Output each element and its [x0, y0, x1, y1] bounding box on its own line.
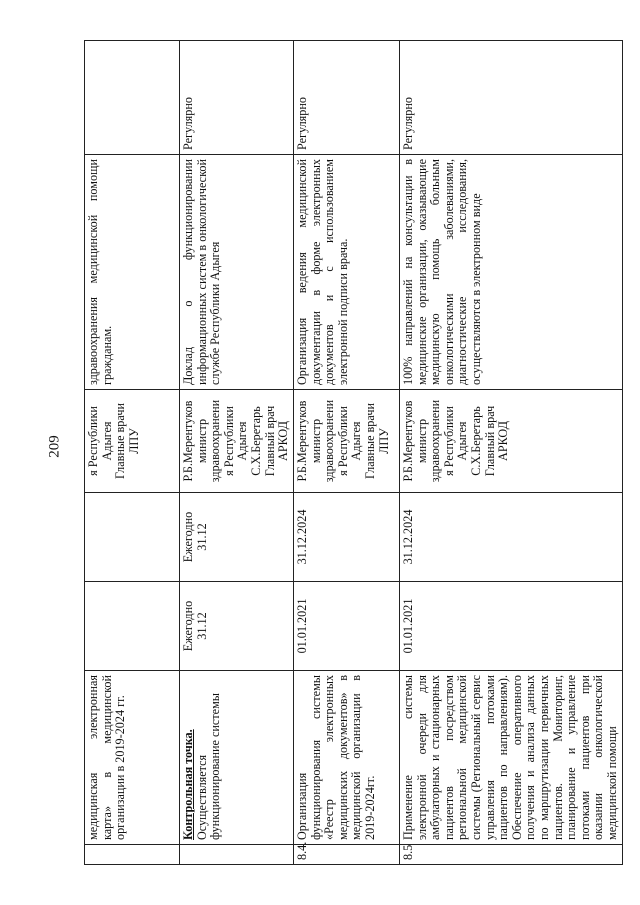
cell-end-date: [85, 493, 180, 582]
cell-number: 8.4.: [294, 845, 400, 865]
responsible-line: Адыгея: [235, 421, 250, 461]
responsible-line: министр: [414, 418, 429, 464]
responsible-line: я Республики: [221, 406, 236, 476]
responsible-line: Р.Б.Мерентуков: [295, 400, 309, 482]
cell-measure-name: [180, 671, 294, 845]
cell-start-date: [85, 582, 180, 671]
responsible-line: ЛПУ: [376, 428, 391, 454]
responsible-line: здравоохранени: [208, 399, 223, 483]
cell-period: Регулярно: [180, 41, 294, 155]
responsible-line: я Республики: [86, 406, 100, 476]
cell-measure-name: медицинская электронная карта» в медицинской организации в 2019-2024 гг.: [85, 671, 180, 845]
cell-responsible: [180, 390, 294, 493]
cell-responsible: [400, 390, 623, 493]
responsible-line: Главный врач: [262, 405, 277, 477]
cell-period: [85, 41, 180, 155]
cell-start-date: 01.01.2021: [294, 582, 400, 671]
responsible-line: АРКОД: [496, 421, 511, 461]
cell-end-date: 31.12.2024: [400, 493, 623, 582]
cell-end-date: Ежегодно 31.12: [180, 493, 294, 582]
cell-number: [180, 845, 294, 865]
responsible-line: С.Х.Беретарь: [468, 406, 483, 476]
control-point-text: Осуществляется функционирование системы: [194, 693, 223, 840]
responsible-line: здравоохранени: [428, 399, 443, 483]
table-row: [85, 41, 180, 865]
table-row: [180, 41, 294, 865]
table-row: [400, 41, 623, 865]
responsible-line: министр: [194, 418, 209, 464]
responsible-line: Р.Б.Мерентуков: [181, 400, 195, 482]
cell-period: Регулярно: [400, 41, 623, 155]
control-point-label: Контрольная точка.: [181, 729, 195, 840]
cell-responsible: [294, 390, 400, 493]
cell-number: 8.5: [400, 845, 623, 865]
landscape-layout: [84, 40, 619, 865]
table-row: [294, 41, 400, 865]
cell-measure-name: Применение системы электронной очереди для амбулаторных и стационарных пациентов посредством региональной медицинской системы (Региональный сервис управления потоками пациентов по направлениям). Обеспечение оперативного получения и анализа данных по маршрутизации первичных пациентов. Мониторинг, планирование и управление потоками пациентов при оказании онкологической медицинской помощи: [400, 671, 623, 845]
responsible-line: Главный врач: [482, 405, 497, 477]
cell-measure-name: Организация функционирования системы «Реестр электронных медицинских документов» в медицинской организации в 2019-2024гг.: [294, 671, 400, 845]
responsible-line: ЛПУ: [126, 428, 141, 454]
cell-result: 100% направлений на консультации в медицинские организации, оказывающие медицинскую помощь больным онкологическими заболеваниями, диагностические исследования, осуществляются в электронном виде: [400, 155, 623, 390]
responsible-line: Адыгея: [99, 421, 114, 461]
cell-period: Регулярно: [294, 41, 400, 155]
responsible-line: я Республики: [441, 406, 456, 476]
cell-result: здравоохранения медицинской помощи гражданам.: [85, 155, 180, 390]
responsible-line: здравоохранени: [322, 399, 337, 483]
responsible-line: Главные врачи: [113, 403, 128, 479]
responsible-line: я Республики: [335, 406, 350, 476]
cell-start-date: 01.01.2021: [400, 582, 623, 671]
responsible-line: Адыгея: [455, 421, 470, 461]
cell-number: [85, 845, 180, 865]
responsible-line: Главные врачи: [362, 403, 377, 479]
cell-end-date: 31.12.2024: [294, 493, 400, 582]
cell-result: Организация ведения медицинской документации в форме электронных документов и с использованием электронной подписи врача.: [294, 155, 400, 390]
cell-responsible: [85, 390, 180, 493]
cell-result: Доклад о функционировании информационных систем в онкологической службе Республики Адыгея: [180, 155, 294, 390]
responsible-line: АРКОД: [276, 421, 291, 461]
responsible-line: Адыгея: [349, 421, 364, 461]
cell-start-date: Ежегодно 31.12: [180, 582, 294, 671]
page-number: 209: [46, 435, 63, 458]
plan-table: [84, 40, 623, 865]
responsible-line: министр: [308, 418, 323, 464]
document-table-frame: [84, 40, 619, 865]
responsible-line: Р.Б.Мерентуков: [401, 400, 415, 482]
responsible-line: С.Х.Беретарь: [248, 406, 263, 476]
